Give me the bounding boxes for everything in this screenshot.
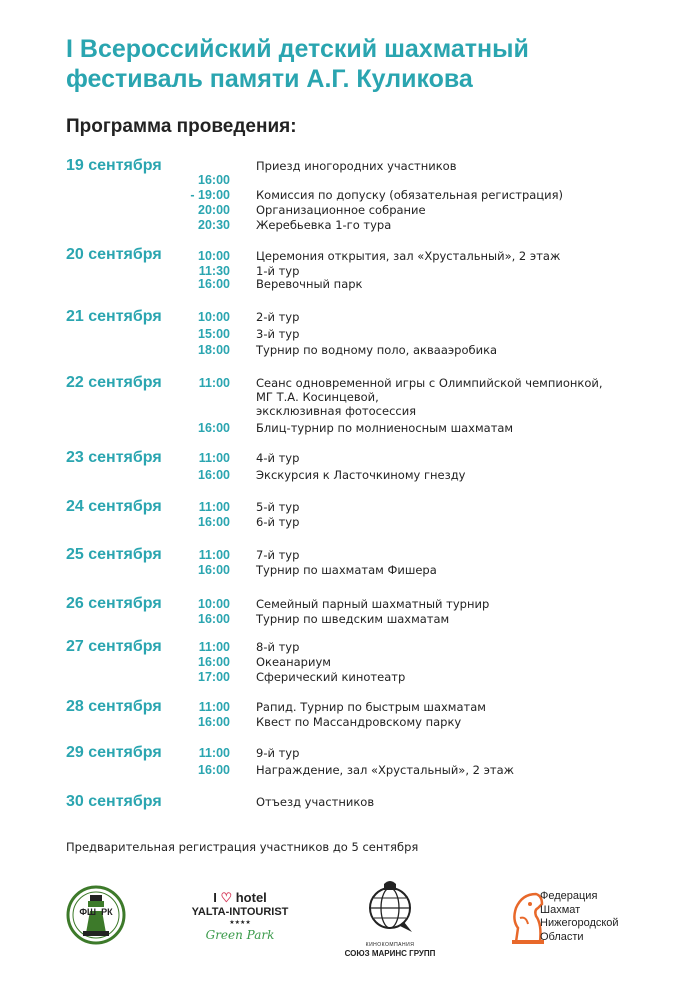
schedule-event bbox=[0, 421, 700, 438]
schedule-event bbox=[0, 277, 700, 294]
schedule-date: 26 сентября bbox=[66, 595, 162, 612]
event-time: 17:00 bbox=[198, 670, 230, 684]
event-time: 11:00 bbox=[198, 700, 230, 714]
event-time: 16:00 bbox=[198, 173, 230, 187]
event-time: 11:00 bbox=[198, 640, 230, 654]
event-time: 20:30 bbox=[198, 218, 230, 232]
event-time: 10:00 bbox=[198, 597, 230, 611]
event-description: 2-й тур bbox=[256, 310, 300, 324]
event-description: 9-й тур bbox=[256, 746, 300, 760]
event-time: - 19:00 bbox=[190, 188, 230, 202]
event-time: 11:30 bbox=[198, 264, 230, 278]
schedule-event bbox=[0, 218, 700, 235]
event-time: 18:00 bbox=[198, 343, 230, 357]
schedule-date: 28 сентября bbox=[66, 698, 162, 715]
event-description: Отъезд участников bbox=[256, 795, 375, 809]
schedule-event bbox=[0, 746, 700, 763]
schedule-date: 27 сентября bbox=[66, 638, 162, 655]
event-description: Рапид. Турнир по быстрым шахматам bbox=[256, 700, 486, 714]
event-description: Веревочный парк bbox=[256, 277, 363, 291]
schedule-event bbox=[0, 310, 700, 327]
event-time: 11:00 bbox=[198, 451, 230, 465]
event-time: 16:00 bbox=[198, 468, 230, 482]
event-time: 16:00 bbox=[198, 763, 230, 777]
schedule-date: 19 сентября bbox=[66, 157, 162, 174]
soyuz-marins-logo: КИНОКОМПАНИЯ СОЮЗ МАРИНС ГРУПП bbox=[340, 878, 440, 959]
event-description: Жеребьевка 1-го тура bbox=[256, 218, 392, 232]
event-description: 1-й тур bbox=[256, 264, 300, 278]
registration-note: Предварительная регистрация участников до 5 сентября bbox=[66, 840, 419, 854]
event-time: 16:00 bbox=[198, 421, 230, 435]
event-description: Церемония открытия, зал «Хрустальный», 2 этаж bbox=[256, 249, 561, 263]
schedule-event bbox=[0, 404, 700, 421]
event-description: Блиц-турнир по молниеносным шахматам bbox=[256, 421, 514, 435]
chess-club-letters: ФШ РК bbox=[79, 907, 113, 917]
event-time: 11:00 bbox=[198, 376, 230, 390]
event-description: Семейный парный шахматный турнир bbox=[256, 597, 490, 611]
event-time: 16:00 bbox=[198, 277, 230, 291]
event-time: 11:00 bbox=[198, 746, 230, 760]
schedule-date: 21 сентября bbox=[66, 308, 162, 325]
event-description: МГ Т.А. Косинцевой, bbox=[256, 390, 379, 404]
stars-icon: ★★★★ bbox=[229, 920, 251, 926]
schedule-event bbox=[0, 715, 700, 732]
page-title: I Всероссийский детский шахматный фестиваль памяти А.Г. Куликова bbox=[66, 35, 529, 93]
event-time: 10:00 bbox=[198, 310, 230, 324]
event-time: 11:00 bbox=[198, 548, 230, 562]
event-description: Организационное собрание bbox=[256, 203, 426, 217]
event-description: 8-й тур bbox=[256, 640, 300, 654]
schedule-event bbox=[0, 670, 700, 687]
schedule-event bbox=[0, 563, 700, 580]
schedule-event bbox=[0, 343, 700, 360]
event-time: 16:00 bbox=[198, 655, 230, 669]
schedule-event bbox=[0, 795, 700, 812]
heart-icon: ♡ bbox=[220, 890, 233, 905]
schedule-date: 30 сентября bbox=[66, 793, 162, 810]
event-description: Сферический кинотеатр bbox=[256, 670, 406, 684]
federation-logo: Федерация Шахмат Нижегородской Области bbox=[508, 888, 643, 948]
schedule-event bbox=[0, 327, 700, 344]
schedule-date: 29 сентября bbox=[66, 744, 162, 761]
event-time: 16:00 bbox=[198, 715, 230, 729]
chess-club-logo bbox=[66, 885, 126, 945]
event-description: 5-й тур bbox=[256, 500, 300, 514]
schedule-event bbox=[0, 763, 700, 780]
schedule-date: 25 сентября bbox=[66, 546, 162, 563]
event-description: Награждение, зал «Хрустальный», 2 этаж bbox=[256, 763, 515, 777]
event-description: Приезд иногородних участников bbox=[256, 159, 457, 173]
schedule-event bbox=[0, 451, 700, 468]
event-time: 15:00 bbox=[198, 327, 230, 341]
schedule-event bbox=[0, 612, 700, 629]
event-description: Турнир по шведским шахматам bbox=[256, 612, 450, 626]
event-description: Экскурсия к Ласточкиному гнезду bbox=[256, 468, 466, 482]
globe-film-icon bbox=[360, 878, 420, 936]
schedule-date: 20 сентября bbox=[66, 246, 162, 263]
schedule-date: 22 сентября bbox=[66, 374, 162, 391]
event-description: Квест по Массандровскому парку bbox=[256, 715, 462, 729]
event-time: 16:00 bbox=[198, 515, 230, 529]
event-time: 20:00 bbox=[198, 203, 230, 217]
yalta-intourist-logo: I ♡ hotel YALTA-INTOURIST ★★★★ Green Park bbox=[180, 890, 300, 942]
event-description: 4-й тур bbox=[256, 451, 300, 465]
event-description: эксклюзивная фотосессия bbox=[256, 404, 417, 418]
event-description: 3-й тур bbox=[256, 327, 300, 341]
schedule-event bbox=[0, 515, 700, 532]
event-description: 7-й тур bbox=[256, 548, 300, 562]
event-description: Турнир по шахматам Фишера bbox=[256, 563, 437, 577]
event-description: Комиссия по допуску (обязательная регистрация) bbox=[256, 188, 563, 202]
event-time: 10:00 bbox=[198, 249, 230, 263]
program-heading: Программа проведения: bbox=[66, 116, 297, 137]
event-time: 11:00 bbox=[198, 500, 230, 514]
schedule-event bbox=[0, 468, 700, 485]
event-description: Сеанс одновременной игры с Олимпийской чемпионкой, bbox=[256, 376, 603, 390]
event-description: Турнир по водному поло, аквааэробика bbox=[256, 343, 498, 357]
event-description: 6-й тур bbox=[256, 515, 300, 529]
event-time: 16:00 bbox=[198, 612, 230, 626]
schedule-date: 24 сентября bbox=[66, 498, 162, 515]
event-description: Океанариум bbox=[256, 655, 331, 669]
event-time: 16:00 bbox=[198, 563, 230, 577]
schedule-date: 23 сентября bbox=[66, 449, 162, 466]
